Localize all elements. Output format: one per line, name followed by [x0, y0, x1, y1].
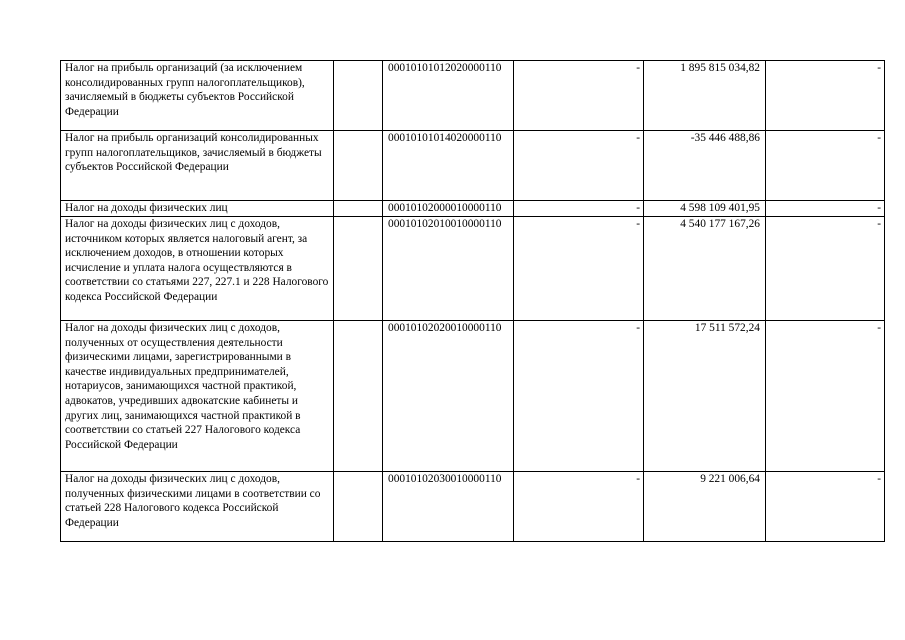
row-value-3: - — [766, 472, 885, 542]
row-value-1: - — [514, 472, 644, 542]
row-value-1: - — [514, 321, 644, 472]
row-code: 00010101012020000110 — [383, 61, 514, 131]
row-code: 00010102000010000110 — [383, 201, 514, 217]
row-value-1: - — [514, 201, 644, 217]
row-value-3: - — [766, 321, 885, 472]
row-value-1: - — [514, 131, 644, 201]
row-code: 00010101014020000110 — [383, 131, 514, 201]
row-blank-cell — [334, 201, 383, 217]
row-name: Налог на доходы физических лиц с доходов, полученных физическими лицами в соответствии со статьей 228 Налогового кодекса Российской Федерации — [61, 472, 334, 542]
revenue-table — [60, 60, 885, 542]
table-row — [61, 217, 885, 321]
row-code: 00010102030010000110 — [383, 472, 514, 542]
row-blank-cell — [334, 131, 383, 201]
row-code: 00010102020010000110 — [383, 321, 514, 472]
table-row — [61, 321, 885, 472]
row-value-2: -35 446 488,86 — [644, 131, 766, 201]
row-code: 00010102010010000110 — [383, 217, 514, 321]
row-value-2: 4 540 177 167,26 — [644, 217, 766, 321]
row-blank-cell — [334, 472, 383, 542]
table-row — [61, 131, 885, 201]
row-blank-cell — [334, 217, 383, 321]
table-row — [61, 201, 885, 217]
row-blank-cell — [334, 61, 383, 131]
row-name: Налог на доходы физических лиц — [61, 201, 334, 217]
row-value-2: 9 221 006,64 — [644, 472, 766, 542]
table-row — [61, 61, 885, 131]
row-value-3: - — [766, 217, 885, 321]
row-blank-cell — [334, 321, 383, 472]
table-row — [61, 472, 885, 542]
row-name: Налог на прибыль организаций (за исключением консолидированных групп налогоплательщиков), зачисляемый в бюджеты субъектов Российской Федерации — [61, 61, 334, 131]
row-name: Налог на прибыль организаций консолидированных групп налогоплательщиков, зачисляемый в бюджеты субъектов Российской Федерации — [61, 131, 334, 201]
row-value-1: - — [514, 61, 644, 131]
row-name: Налог на доходы физических лиц с доходов, полученных от осуществления деятельности физическими лицами, зарегистрированными в качестве индивидуальных предпринимателей, нотариусов, занимающихся частной практикой, адвокатов, учредивших адвокатские кабинеты и других лиц, занимающихся частной практикой в соответствии со статьей 227 Налогового кодекса Российской Федерации — [61, 321, 334, 472]
row-name: Налог на доходы физических лиц с доходов, источником которых является налоговый агент, за исключением доходов, в отношении которых исчисление и уплата налога осуществляются в соответствии со статьями 227, 227.1 и 228 Налогового кодекса Российской Федерации — [61, 217, 334, 321]
row-value-2: 1 895 815 034,82 — [644, 61, 766, 131]
row-value-3: - — [766, 131, 885, 201]
row-value-2: 17 511 572,24 — [644, 321, 766, 472]
row-value-3: - — [766, 201, 885, 217]
row-value-1: - — [514, 217, 644, 321]
row-value-3: - — [766, 61, 885, 131]
row-value-2: 4 598 109 401,95 — [644, 201, 766, 217]
